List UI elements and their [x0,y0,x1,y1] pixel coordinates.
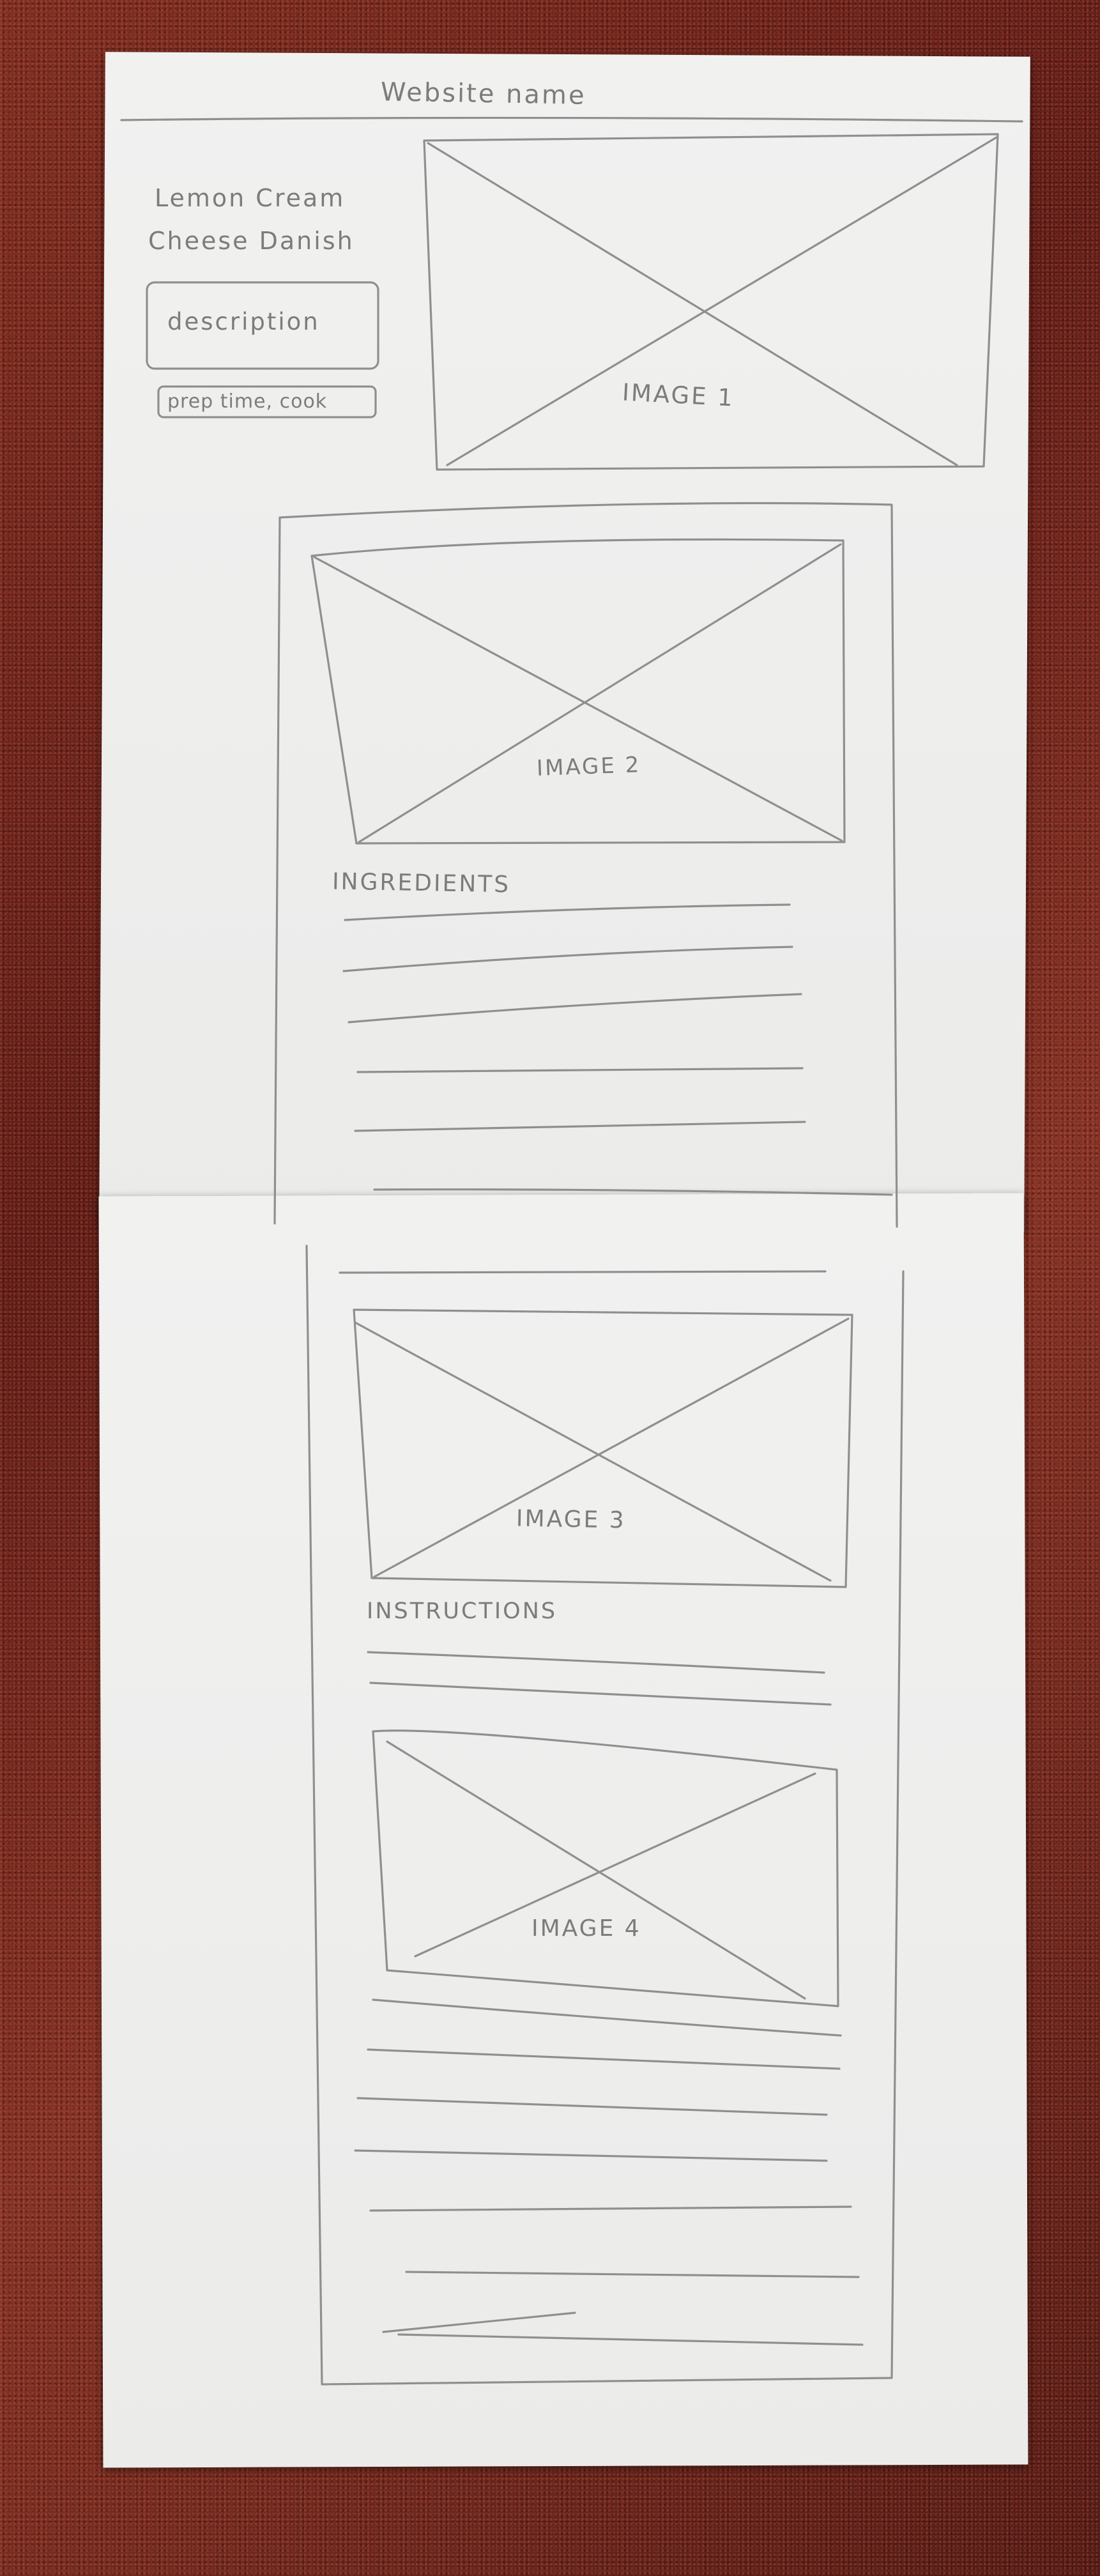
header-divider [121,118,1022,121]
image3-frame [354,1310,852,1587]
recipe-title-line1: Lemon Cream [155,184,346,212]
content-panel-bottom [307,1246,903,2384]
image3-label: IMAGE 3 [516,1505,627,1534]
image2-label: IMAGE 2 [536,752,641,781]
image4-label: IMAGE 4 [531,1915,641,1942]
image4-cross-a [387,1742,805,1998]
website-name: Website name [380,77,586,111]
ingredients-heading: INGREDIENTS [332,868,511,898]
image3-cross-a [355,1322,830,1581]
instructions-heading: INSTRUCTIONS [367,1598,558,1624]
image1-cross-a [428,143,957,465]
image1-label: IMAGE 1 [621,378,735,412]
image2-frame [312,539,844,843]
image3-cross-b [374,1319,848,1577]
recipe-title-line2: Cheese Danish [148,227,355,255]
image2-cross-b [359,544,841,842]
description-label: description [167,308,320,335]
image1-cross-b [447,137,997,465]
content-panel-top [275,503,897,1227]
image2-cross-a [314,557,842,841]
image1-frame [424,134,998,470]
prep-time-label: prep time, cook [167,390,328,413]
